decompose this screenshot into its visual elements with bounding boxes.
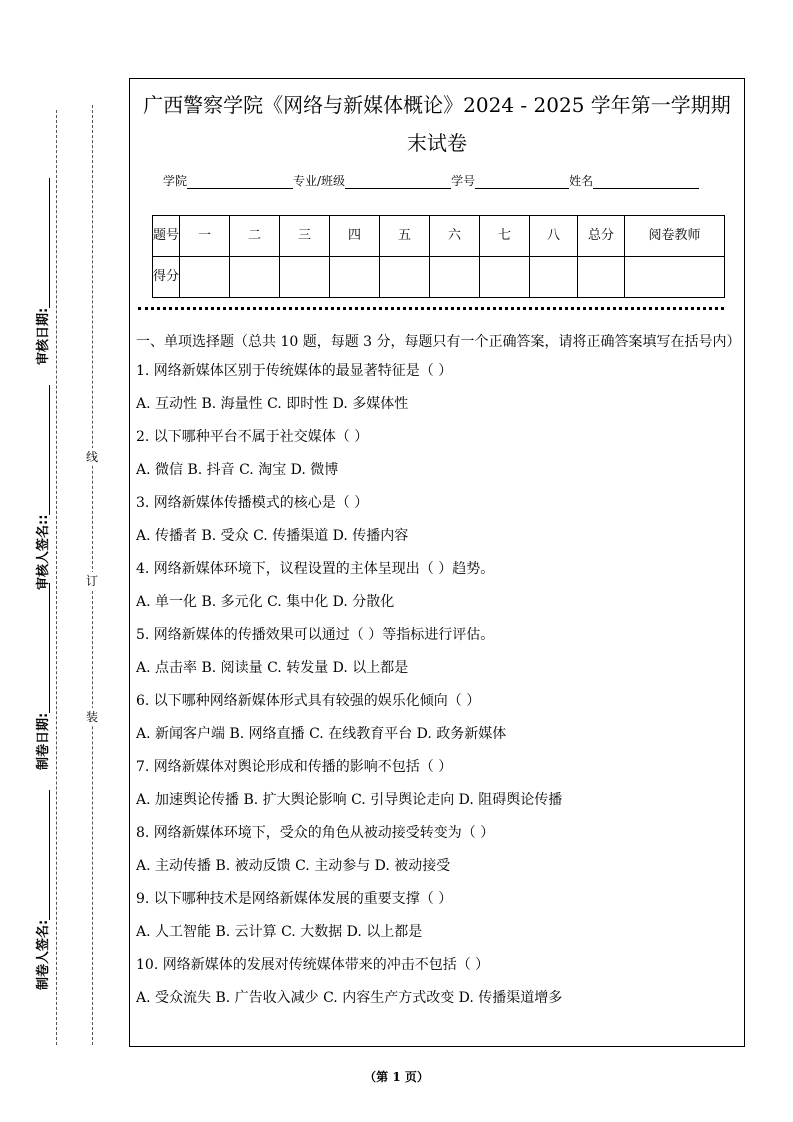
score-row-label: 得分 bbox=[153, 257, 180, 298]
header-cell: 三 bbox=[280, 216, 330, 257]
question-options: A. 点击率 B. 阅读量 C. 转发量 D. 以上都是 bbox=[136, 660, 409, 676]
score-cell[interactable] bbox=[480, 257, 530, 298]
score-cell[interactable] bbox=[430, 257, 480, 298]
bind-mark-line: 线 bbox=[86, 450, 99, 464]
header-cell: 题号 bbox=[153, 216, 180, 257]
header-cell: 四 bbox=[330, 216, 380, 257]
dotted-separator bbox=[138, 307, 724, 310]
question-options: A. 加速舆论传播 B. 扩大舆论影响 C. 引导舆论走向 D. 阻碍舆论传播 bbox=[136, 792, 563, 808]
paper-date-label: 制卷日期: bbox=[36, 712, 51, 770]
exam-title-line2: 末试卷 bbox=[407, 131, 467, 155]
header-cell: 总分 bbox=[578, 216, 625, 257]
paper-date-field bbox=[32, 583, 51, 770]
page-number: （第 1 页） bbox=[364, 1070, 429, 1084]
bind-mark-install: 装 bbox=[86, 710, 99, 724]
header-cell: 一 bbox=[180, 216, 230, 257]
name-label: 姓名 bbox=[569, 174, 594, 188]
question-text: 8. 网络新媒体环境下，受众的角色从被动接受转变为（ ） bbox=[136, 825, 495, 841]
review-date-label: 审核日期: bbox=[36, 307, 51, 365]
score-cell[interactable] bbox=[625, 257, 725, 298]
college-blank[interactable] bbox=[187, 175, 293, 189]
header-cell: 二 bbox=[230, 216, 280, 257]
paper-maker-sign-blank[interactable] bbox=[37, 790, 50, 920]
question-options: A. 主动传播 B. 被动反馈 C. 主动参与 D. 被动接受 bbox=[136, 858, 451, 874]
question-options: A. 互动性 B. 海量性 C. 即时性 D. 多媒体性 bbox=[136, 396, 409, 412]
score-cell[interactable] bbox=[230, 257, 280, 298]
score-cell[interactable] bbox=[330, 257, 380, 298]
header-cell: 七 bbox=[480, 216, 530, 257]
name-blank[interactable] bbox=[593, 175, 699, 189]
paper-maker-sign-field bbox=[32, 790, 51, 990]
question-text: 2. 以下哪种平台不属于社交媒体（ ） bbox=[136, 429, 369, 445]
question-options: A. 单一化 B. 多元化 C. 集中化 D. 分散化 bbox=[136, 594, 395, 610]
paper-maker-sign-label: 制卷人签名: bbox=[36, 919, 51, 990]
major-label: 专业/班级 bbox=[293, 174, 346, 188]
score-cell[interactable] bbox=[578, 257, 625, 298]
header-cell: 八 bbox=[530, 216, 578, 257]
question-text: 9. 以下哪种技术是网络新媒体发展的重要支撑（ ） bbox=[136, 891, 453, 907]
header-cell: 六 bbox=[430, 216, 480, 257]
paper-date-blank[interactable] bbox=[37, 583, 50, 713]
score-table-header-row bbox=[153, 216, 725, 257]
score-cell[interactable] bbox=[180, 257, 230, 298]
question-text: 1. 网络新媒体区别于传统媒体的最显著特征是（ ） bbox=[136, 363, 453, 379]
question-options: A. 受众流失 B. 广告收入减少 C. 内容生产方式改变 D. 传播渠道增多 bbox=[136, 990, 563, 1006]
score-cell[interactable] bbox=[380, 257, 430, 298]
question-text: 3. 网络新媒体传播模式的核心是（ ） bbox=[136, 495, 369, 511]
score-table bbox=[152, 215, 725, 298]
binding-dashed-line-outer bbox=[56, 110, 57, 1045]
question-text: 4. 网络新媒体环境下，议程设置的主体呈现出（ ）趋势。 bbox=[136, 561, 495, 577]
question-text: 5. 网络新媒体的传播效果可以通过（ ）等指标进行评估。 bbox=[136, 627, 495, 643]
student-id-blank[interactable] bbox=[475, 175, 569, 189]
student-info-row bbox=[163, 172, 699, 189]
question-text: 7. 网络新媒体对舆论形成和传播的影响不包括（ ） bbox=[136, 759, 453, 775]
student-id-label: 学号 bbox=[451, 174, 476, 188]
section-heading: 一、单项选择题（总共 10 题，每题 3 分，每题只有一个正确答案，请将正确答案填写在括号内） bbox=[136, 334, 741, 350]
question-text: 6. 以下哪种网络新媒体形式具有较强的娱乐化倾向（ ） bbox=[136, 693, 481, 709]
bind-mark-staple: 订 bbox=[86, 574, 99, 588]
reviewer-sign-label: 审核人签名:: bbox=[36, 514, 51, 590]
question-options: A. 微信 B. 抖音 C. 淘宝 D. 微博 bbox=[136, 462, 339, 478]
question-options: A. 传播者 B. 受众 C. 传播渠道 D. 传播内容 bbox=[136, 528, 409, 544]
header-cell: 五 bbox=[380, 216, 430, 257]
exam-title-line1: 广西警察学院《网络与新媒体概论》2024 - 2025 学年第一学期期 bbox=[143, 93, 731, 117]
score-cell[interactable] bbox=[530, 257, 578, 298]
score-table-score-row bbox=[153, 257, 725, 298]
review-date-field bbox=[32, 178, 51, 365]
review-date-blank[interactable] bbox=[37, 178, 50, 308]
exam-content bbox=[136, 331, 740, 1021]
header-cell: 阅卷教师 bbox=[625, 216, 725, 257]
score-cell[interactable] bbox=[280, 257, 330, 298]
reviewer-sign-field bbox=[32, 385, 51, 590]
reviewer-sign-blank[interactable] bbox=[37, 385, 50, 515]
question-options: A. 人工智能 B. 云计算 C. 大数据 D. 以上都是 bbox=[136, 924, 423, 940]
question-options: A. 新闻客户端 B. 网络直播 C. 在线教育平台 D. 政务新媒体 bbox=[136, 726, 507, 742]
college-label: 学院 bbox=[163, 174, 188, 188]
exam-title bbox=[130, 88, 744, 160]
question-text: 10. 网络新媒体的发展对传统媒体带来的冲击不包括（ ） bbox=[136, 957, 490, 973]
major-blank[interactable] bbox=[345, 175, 451, 189]
